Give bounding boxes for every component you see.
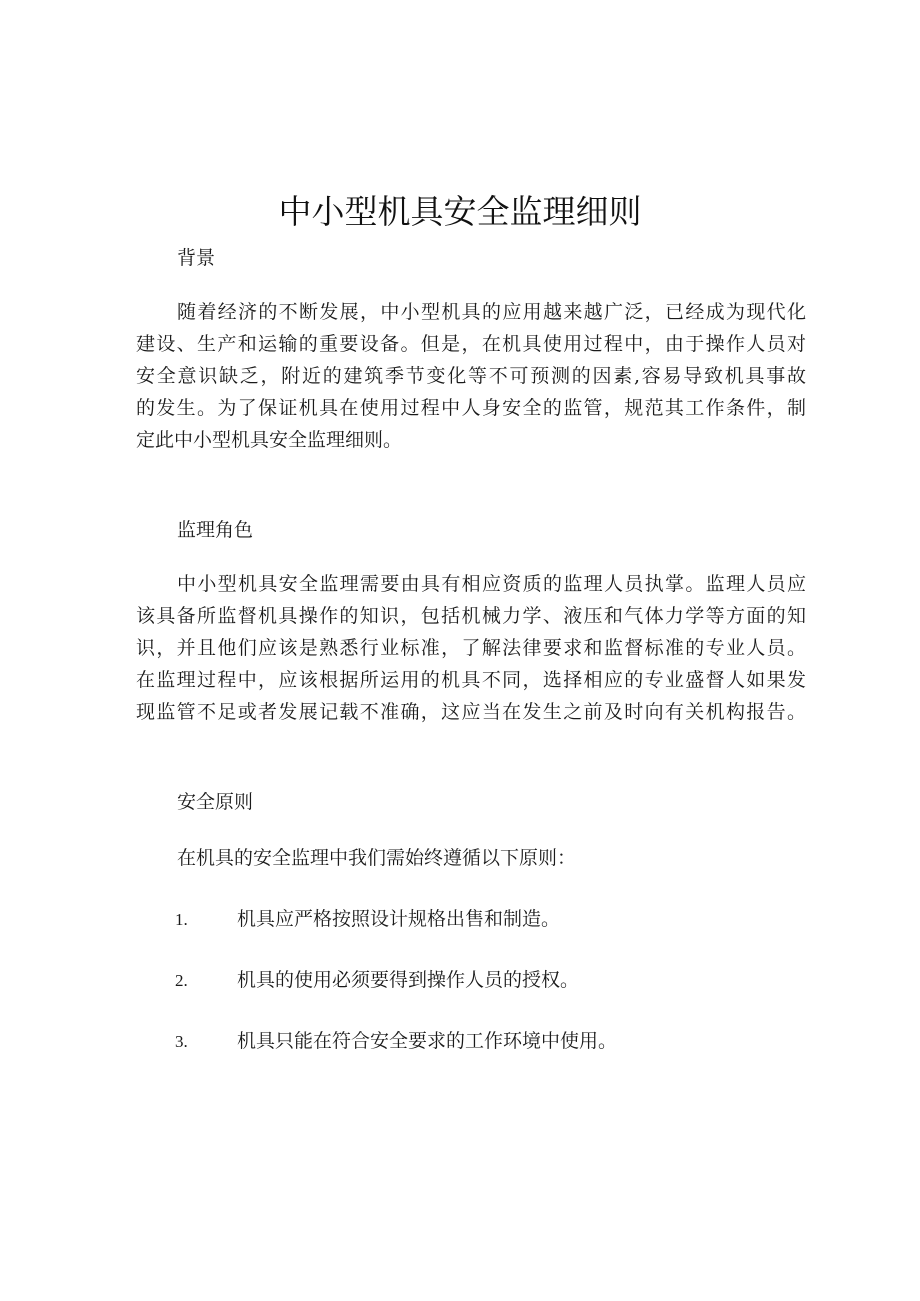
document-title: 中小型机具安全监理细则	[278, 192, 642, 231]
list-text: 机具只能在符合安全要求的工作环境中使用。	[237, 1030, 618, 1052]
paragraph-line: 现监管不足或者发展记载不准确，这应当在发生之前及时向有关机构报告。	[136, 701, 806, 723]
section-heading-supervision-role: 监理角色	[177, 519, 254, 541]
background-paragraph	[136, 296, 806, 456]
paragraph-line: 的发生。为了保证机具在使用过程中人身安全的监管，规范其工作条件，制	[136, 397, 806, 419]
list-number: 2.	[175, 971, 188, 990]
list-item	[175, 966, 815, 995]
paragraph-line: 建设、生产和运输的重要设备。但是，在机具使用过程中，由于操作人员对	[136, 333, 806, 355]
list-number: 1.	[175, 910, 188, 929]
list-number: 3.	[175, 1032, 188, 1051]
paragraph-line: 该具备所监督机具操作的知识，包括机械力学、液压和气体力学等方面的知	[136, 605, 806, 627]
list-item	[175, 905, 815, 934]
safety-principles-intro: 在机具的安全监理中我们需始终遵循以下原则：	[177, 847, 577, 869]
paragraph-line: 在监理过程中，应该根据所运用的机具不同，选择相应的专业盛督人如果发	[136, 669, 806, 691]
section-heading-safety-principles: 安全原则	[177, 791, 254, 813]
paragraph-line: 随着经济的不断发展，中小型机具的应用越来越广泛，已经成为现代化	[177, 301, 806, 323]
section-heading-background: 背景	[177, 247, 216, 269]
paragraph-line: 中小型机具安全监理需要由具有相应资质的监理人员执掌。监理人员应	[177, 573, 806, 595]
list-text: 机具的使用必须要得到操作人员的授权。	[237, 969, 580, 991]
paragraph-line: 定此中小型机具安全监理细则。	[136, 429, 403, 451]
list-item	[175, 1027, 815, 1056]
paragraph-line: 识，并且他们应该是熟悉行业标准，了解法律要求和监督标准的专业人员。	[136, 637, 806, 659]
paragraph-line: 安全意识缺乏，附近的建筑季节变化等不可预测的因素,容易导致机具事故	[136, 365, 806, 387]
supervision-role-paragraph	[136, 568, 806, 728]
list-text: 机具应严格按照设计规格出售和制造。	[237, 908, 561, 930]
